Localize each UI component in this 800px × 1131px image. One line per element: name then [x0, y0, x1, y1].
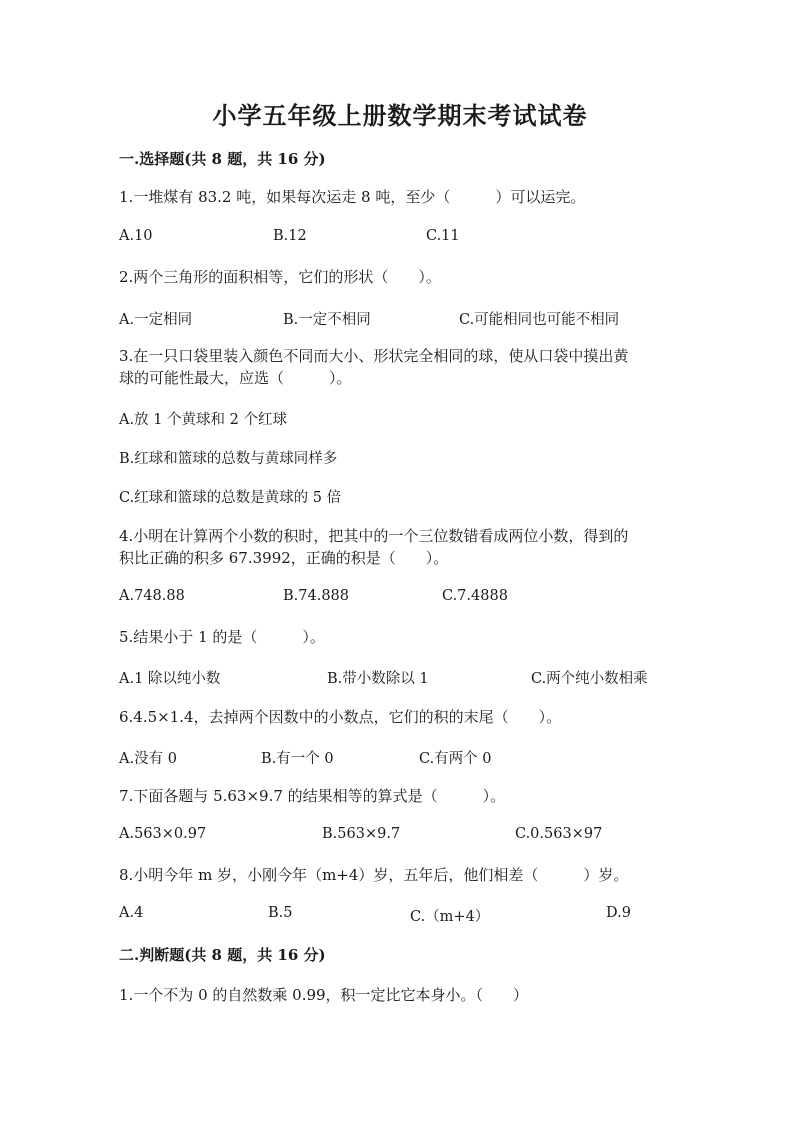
q5-option-a: A.1 除以纯小数: [119, 671, 221, 687]
question-2: 2.两个三角形的面积相等，它们的形状（ ）。: [119, 268, 441, 286]
q5-option-b: B.带小数除以 1: [327, 671, 429, 687]
q2-option-c: C.可能相同也可能不相同: [459, 312, 620, 328]
q7-option-b: B.563×9.7: [322, 826, 401, 842]
q1-option-b: B.12: [273, 228, 307, 244]
q8-option-c: C.（m+4）: [410, 909, 490, 925]
q8-option-d: D.9: [606, 905, 631, 921]
q6-option-b: B.有一个 0: [261, 751, 334, 767]
q8-option-a: A.4: [119, 905, 144, 921]
q4-option-b: B.74.888: [283, 588, 350, 604]
section-heading-true-false: 二.判断题(共 8 题，共 16 分): [119, 946, 326, 964]
q4-option-c: C.7.4888: [442, 588, 508, 604]
q4-option-a: A.748.88: [119, 588, 185, 604]
question-6: 6.4.5×1.4，去掉两个因数中的小数点，它们的积的末尾（ ）。: [119, 708, 562, 726]
q1-option-c: C.11: [426, 228, 460, 244]
q1-option-a: A.10: [119, 228, 153, 244]
question-7: 7.下面各题与 5.63×9.7 的结果相等的算式是（ ）。: [119, 787, 506, 805]
question-3-line-1: 3.在一只口袋里装入颜色不同而大小、形状完全相同的球，使从口袋中摸出黄: [119, 347, 629, 365]
q3-option-a: A.放 1 个黄球和 2 个红球: [119, 412, 287, 428]
q7-option-c: C.0.563×97: [515, 826, 603, 842]
q6-option-c: C.有两个 0: [419, 751, 492, 767]
q2-option-b: B.一定不相同: [283, 312, 371, 328]
section-heading-choice: 一.选择题(共 8 题，共 16 分): [119, 150, 326, 168]
tf-question-1: 1.一个不为 0 的自然数乘 0.99，积一定比它本身小。（ ）: [119, 986, 529, 1004]
q2-option-a: A.一定相同: [119, 312, 193, 328]
q7-option-a: A.563×0.97: [119, 826, 207, 842]
question-8: 8.小明今年 m 岁，小刚今年（m+4）岁，五年后，他们相差（ ）岁。: [119, 866, 629, 884]
question-3-line-2: 球的可能性最大，应选（ ）。: [119, 369, 352, 387]
q3-option-c: C.红球和篮球的总数是黄球的 5 倍: [119, 490, 342, 506]
question-1: 1.一堆煤有 83.2 吨，如果每次运走 8 吨，至少（ ）可以运完。: [119, 188, 586, 206]
q6-option-a: A.没有 0: [119, 751, 177, 767]
page-title: 小学五年级上册数学期末考试试卷: [212, 101, 588, 130]
q8-option-b: B.5: [268, 905, 293, 921]
question-4-line-1: 4.小明在计算两个小数的积时，把其中的一个三位数错看成两位小数，得到的: [119, 527, 629, 545]
q3-option-b: B.红球和篮球的总数与黄球同样多: [119, 451, 338, 467]
q5-option-c: C.两个纯小数相乘: [531, 671, 648, 687]
question-4-line-2: 积比正确的积多 67.3992，正确的积是（ ）。: [119, 549, 449, 567]
question-5: 5.结果小于 1 的是（ ）。: [119, 628, 325, 646]
